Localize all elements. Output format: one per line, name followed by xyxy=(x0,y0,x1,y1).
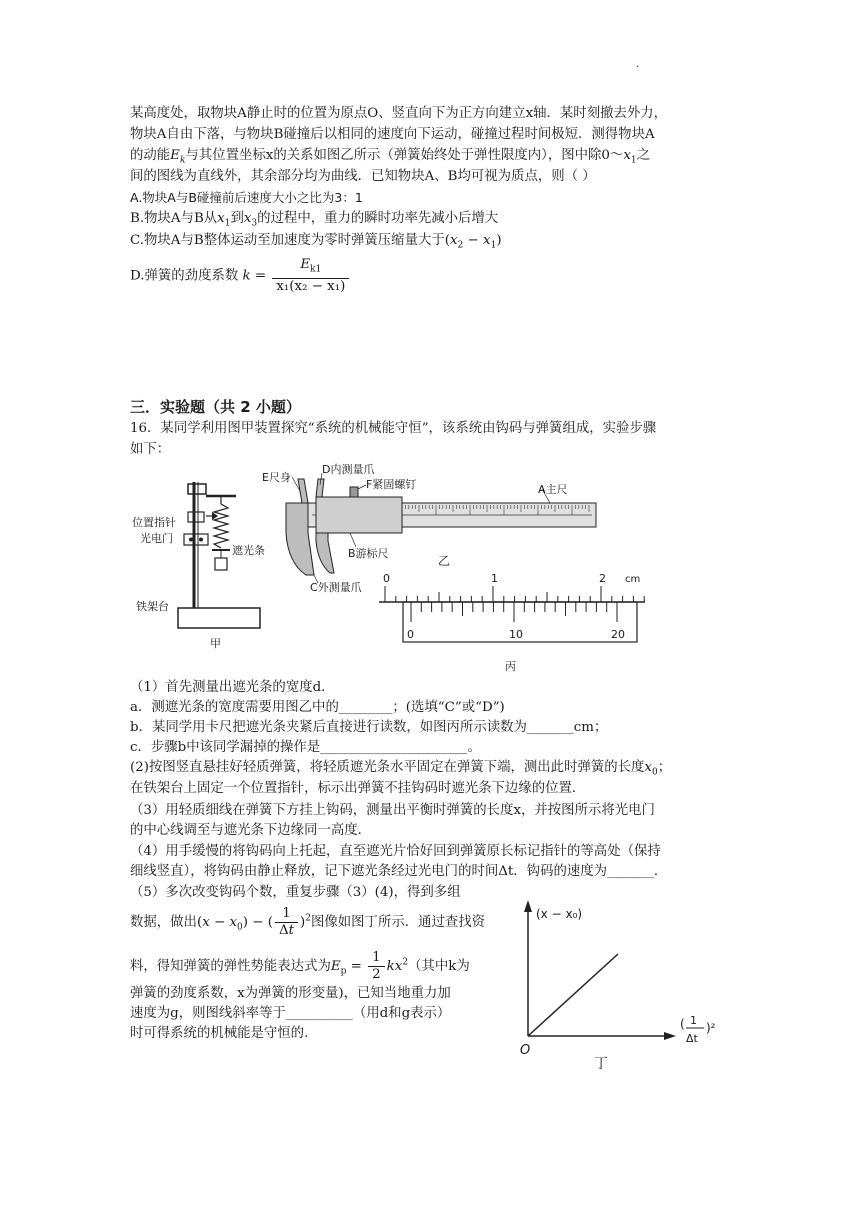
q15-line-2: 物块A自由下落，与物块B碰撞后以相同的速度向下运动，碰撞过程时间极短．测得物块A xyxy=(130,127,655,142)
x-axis-label-num: 1 xyxy=(690,1014,697,1027)
q16-step-5f: 时可得系统的机械能是守恒的. xyxy=(130,1026,309,1041)
q16-step-5b-text-2: 图像如图丁所示．通过查找资 xyxy=(311,915,486,930)
main-label-1: 1 xyxy=(491,572,498,585)
label-strip: 遮光条 xyxy=(232,544,265,557)
figure-bing xyxy=(375,570,655,676)
label-A: A主尺 xyxy=(538,483,568,496)
figure-jia xyxy=(130,470,270,655)
q16-step-1: （1）首先测量出遮光条的宽度d． xyxy=(130,680,335,695)
q16-step-2b: 在铁架台上固定一个位置指针，标示出弹簧不挂钩码时遮光条下边缘的位置． xyxy=(130,781,586,796)
q16-step-5d: 弹簧的劲度系数，x为弹簧的形变量)，已知当地重力加 xyxy=(130,986,451,1001)
q16-step-2a-text: (2)按图竖直悬挂好轻质弹簧，将轻质遮光条水平固定在弹簧下端，测出此时弹簧的长度 xyxy=(130,760,645,775)
caption-ding: 丁 xyxy=(594,1056,608,1072)
caption-yi: 乙 xyxy=(438,554,451,568)
q15-option-d: D.弹簧的劲度系数 k = $\frac{E_{k1}}{\text{x₁(x₂ − x₁)}}$ xyxy=(130,257,351,295)
main-label-0: 0 xyxy=(383,572,390,585)
label-stand: 铁架台 xyxy=(136,600,169,613)
vernier-label-20: 20 xyxy=(611,628,625,641)
q16-step-2a: (2)按图竖直悬挂好轻质弹簧，将轻质遮光条水平固定在弹簧下端，测出此时弹簧的长度$x_0$； xyxy=(130,760,672,778)
figure-ding xyxy=(508,896,738,1076)
q15-option-b: B.物块A与B从$x_1$到$x_3$的过程中，重力的瞬时功率先减小后增大 xyxy=(130,211,499,229)
q16-step-1a: a．测遮光条的宽度需要用图乙中的________；(选填“C”或“D”) xyxy=(130,700,505,715)
q16-step-3a: （3）用轻质细线在弹簧下方挂上钩码，测量出平衡时弹簧的长度x，并按图所示将光电门 xyxy=(130,803,655,818)
label-D: D内测量爪 xyxy=(322,463,375,476)
label-photogate: 光电门 xyxy=(140,532,173,545)
q16-step-5a: （5）多次改变钩码个数，重复步骤（3）(4)，得到多组 xyxy=(130,885,461,900)
q16-line-1: 16．某同学利用图甲装置探究“系统的机械能守恒”，该系统由钩码与弹簧组成，实验步骤 xyxy=(130,421,657,436)
q16-step-5c-text-2: （其中k为 xyxy=(408,959,470,974)
label-E: E尺身 xyxy=(262,471,291,484)
q15-option-d-numerator: E xyxy=(300,257,311,272)
label-pointer: 位置指针 xyxy=(132,516,176,529)
y-axis-label: (x − x₀) xyxy=(536,907,583,921)
q15-option-c-text: C.物块A与B整体运动至加速度为零时弹簧压缩量大于 xyxy=(130,233,445,248)
q15-option-b-text-1: B.物块A与B从 xyxy=(130,211,218,226)
q16-step-4b: 细线竖直），将钩码由静止释放，记下遮光条经过光电门的时间Δt．钩码的速度为_______． xyxy=(130,864,668,879)
q16-step-4a: （4）用手缓慢的将钩码向上托起，直至遮光片恰好回到弹簧原长标记指针的等高处（保持 xyxy=(130,844,661,859)
q15-line-3a: 的动能 xyxy=(130,148,171,163)
vernier-label-0: 0 xyxy=(407,628,414,641)
q16-step-5c-text-1: 料，得知弹簧的弹性势能表达式为 xyxy=(130,959,331,974)
q16-step-1c: c．步骤b中该同学漏掉的操作是______________________。 xyxy=(130,740,481,755)
q15-line-4: 间的图线为直线外，其余部分均为曲线．已知物块A、B均可视为质点，则（ ） xyxy=(130,169,596,184)
section-title: 三．实验题（共 2 小题） xyxy=(130,398,301,416)
x-axis-label-open: ( xyxy=(680,1017,685,1031)
label-F: F紧固螺钉 xyxy=(366,478,417,491)
x-axis-label-den: Δt xyxy=(686,1032,698,1045)
vernier-label-10: 10 xyxy=(509,628,523,641)
q16-step-3b: 的中心线调至与遮光条下边缘同一高度． xyxy=(130,823,372,838)
q15-option-c: C.物块A与B整体运动至加速度为零时弹簧压缩量大于$(x_2 - x_1)$ xyxy=(130,233,502,251)
label-B: B游标尺 xyxy=(348,547,389,560)
page-dot: . xyxy=(636,59,640,70)
q16-step-5c: 料，得知弹簧的弹性势能表达式为$E_p$ = $\frac{1}{2}$ $kx^2$（其中k为 xyxy=(130,950,470,982)
q16-step-1b: b．某同学用卡尺把遮光条夹紧后直接进行读数，如图丙所示读数为_______cm； xyxy=(130,720,608,735)
caption-jia: 甲 xyxy=(210,637,221,650)
label-C: C外测量爪 xyxy=(310,581,362,593)
q16-step-5e: 速度为g，则图线斜率等于__________（用d和g表示） xyxy=(130,1006,451,1021)
q16-line-2: 如下： xyxy=(130,442,171,457)
q15-option-a: A.物块A与B碰撞前后速度大小之比为3：1 xyxy=(130,190,363,205)
q15-line-3c: 之 xyxy=(636,148,650,163)
q15-line-3b: 与其位置坐标x的关系如图乙所示（弹簧始终处于弹性限度内），图中除 xyxy=(185,148,602,163)
q16-step-5b-text-1: 数据，做出 xyxy=(130,915,197,930)
q15-option-d-text: D.弹簧的劲度系数 xyxy=(130,268,239,284)
main-label-2: 2 xyxy=(599,572,606,585)
trend-line xyxy=(528,954,618,1036)
caption-bing: 丙 xyxy=(505,660,516,673)
x-axis-label-close: )² xyxy=(706,1021,716,1035)
unit-label: cm xyxy=(625,574,641,585)
q15-option-b-text-2: 的过程中，重力的瞬时功率先减小后增大 xyxy=(257,211,499,226)
q15-option-d-denominator: x₁(x₂ − x₁) xyxy=(276,278,346,294)
q15-line-1: 某高度处，取物块A静止时的位置为原点O、竖直向下为正方向建立x轴．某时刻撤去外力， xyxy=(130,106,668,121)
q15-line-3: 的动能$E_k$与其位置坐标x的关系如图乙所示（弹簧始终处于弹性限度内），图中除$0\sim x_1$之 xyxy=(130,148,650,166)
q16-step-5b: 数据，做出$(x - x_0)$ − ( $\frac{1}{\Delta t}$ )$^2$图像如图丁所示．通过查找资 xyxy=(130,906,486,938)
origin-label: O xyxy=(520,1043,531,1058)
